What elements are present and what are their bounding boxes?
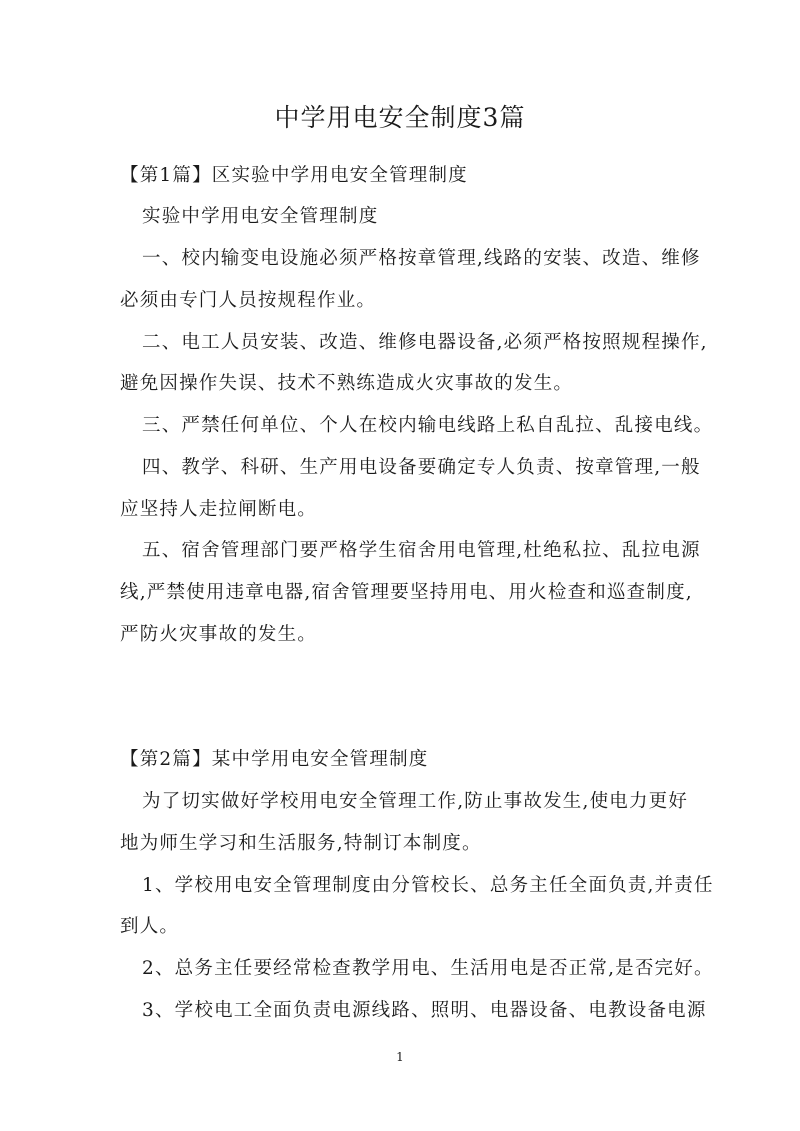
paragraph-line: 地为师生学习和生活服务,特制订本制度。 (120, 833, 482, 854)
paragraph-line: 线,严禁使用违章电器,宿舍管理要坚持用电、用火检查和巡查制度, (120, 582, 693, 603)
paragraph-line: 为了切实做好学校用电安全管理工作,防止事故发生,使电力更好 (142, 791, 689, 812)
paragraph-line: 必须由专门人员按规程作业。 (120, 290, 377, 311)
paragraph-line: 四、教学、科研、生产用电设备要确定专人负责、按章管理,一般 (142, 457, 701, 478)
paragraph-line: 严防火灾事故的发生。 (120, 624, 318, 645)
section-heading-2: 【第2篇】某中学用电安全管理制度 (120, 749, 429, 770)
paragraph-line: 实验中学用电安全管理制度 (142, 206, 379, 227)
paragraph-line: 三、严禁任何单位、个人在校内输电线路上私自乱拉、乱接电线。 (142, 415, 714, 436)
page-number: 1 (396, 1050, 404, 1064)
paragraph-line: 避免因操作失误、技术不熟练造成火灾事故的发生。 (120, 373, 574, 394)
paragraph-line: 到人。 (120, 916, 180, 937)
document-title: 中学用电安全制度3篇 (274, 103, 526, 132)
paragraph-line: 1、学校用电安全管理制度由分管校长、总务主任全面负责,并责任 (142, 875, 714, 896)
paragraph-line: 五、宿舍管理部门要严格学生宿舍用电管理,杜绝私拉、乱拉电源 (142, 540, 701, 561)
paragraph-line: 应坚持人走拉闸断电。 (120, 499, 318, 520)
section-heading-1: 【第1篇】区实验中学用电安全管理制度 (120, 165, 468, 186)
paragraph-line: 2、总务主任要经常检查教学用电、生活用电是否正常,是否完好。 (142, 958, 714, 979)
paragraph-line: 一、校内输变电设施必须严格按章管理,线路的安装、改造、维修 (142, 248, 701, 269)
paragraph-line: 二、电工人员安装、改造、维修电器设备,必须严格按照规程操作, (142, 332, 708, 353)
paragraph-line: 3、学校电工全面负责电源线路、照明、电器设备、电教设备电源 (142, 1000, 707, 1021)
